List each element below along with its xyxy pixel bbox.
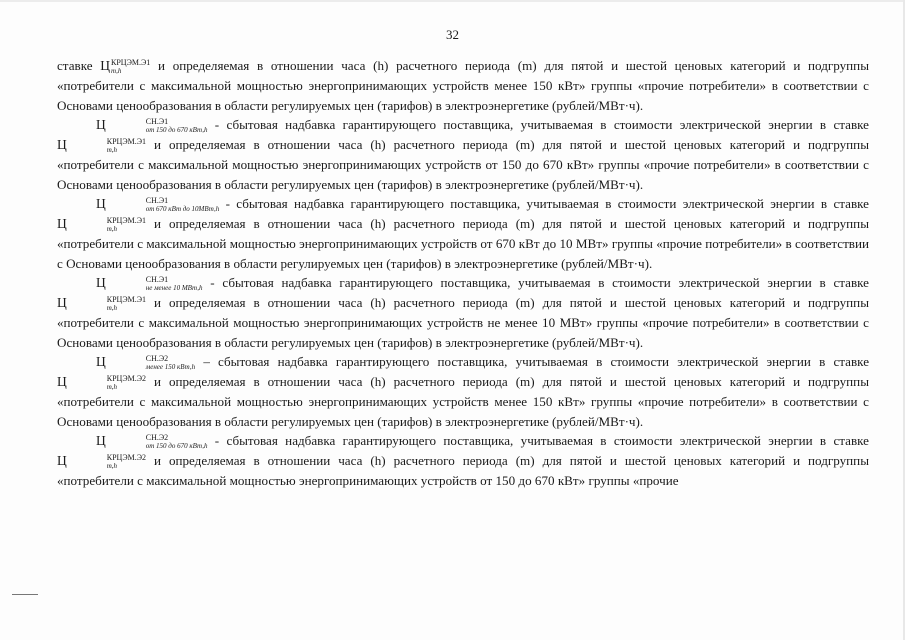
paragraph (57, 352, 869, 431)
rate-intro: ставке (57, 58, 93, 73)
markup-symbol: Ц СН.Э2 менее 150 кВт,h (96, 354, 196, 371)
rate-symbol: Ц КРЦЭМ.Э2 m,h (57, 373, 146, 391)
markup-superscript: СН.Э1 (145, 275, 169, 284)
rate-superscript: КРЦЭМ.Э2 (106, 452, 146, 462)
margin-mark (12, 594, 38, 595)
paragraph (57, 194, 869, 273)
markup-superscript: СН.Э2 (145, 433, 169, 442)
rate-intro: в ставке (820, 196, 869, 212)
markup-subscript: менее 150 кВт,h (145, 363, 196, 371)
markup-superscript: СН.Э2 (145, 354, 169, 363)
rate-superscript: КРЦЭМ.Э1 (111, 57, 151, 67)
rate-intro: ставке (833, 275, 869, 291)
rate-subscript: m,h (106, 145, 118, 154)
paragraph-text: и определяемая в отношении часа (h) расчетного периода (m) для пятой и шестой ценовых категорий и подгруппы «потребители с максимальной мощностью энергопринимающих устройств менее 150 кВт» группы «прочие потребители» в соответствии с Основами ценообразования в области регулируемых цен (тарифов) в электроэнергетике (рублей/МВт·ч). (57, 58, 869, 113)
paragraph (57, 56, 869, 115)
markup-symbol: Ц СН.Э2 от 150 до 670 кВт,h (96, 433, 208, 450)
scan-edge-top (0, 0, 905, 2)
rate-intro: ставке (833, 117, 869, 133)
markup-subscript: от 670 кВт до 10МВт,h (145, 205, 220, 213)
rate-subscript: m,h (106, 461, 118, 470)
rate-superscript: КРЦЭМ.Э2 (106, 373, 146, 383)
markup-subscript: от 150 до 670 кВт,h (145, 442, 208, 450)
rate-symbol: Ц КРЦЭМ.Э1 m,h (57, 294, 146, 312)
paragraph-text: и определяемая в отношении часа (h) расчетного периода (m) для пятой и шестой ценовых категорий и подгруппы «потребители с максимальной мощностью энергопринимающих устройств менее 150 кВт» группы «прочие потребители» в соответствии с Основами ценообразования в области регулируемых цен (тарифов) в электроэнергетике (рублей/МВт·ч). (57, 374, 869, 429)
document-body (57, 56, 869, 491)
paragraph-text: и определяемая в отношении часа (h) расчетного периода (m) для пятой и шестой ценовых категорий и подгруппы «потребители с максимальной мощностью энергопринимающих устройств от 150 до 670 кВт» группы «прочие потребители» в соответствии с Основами ценообразования в области регулируемых цен (тарифов) в электроэнергетике (рублей/МВт·ч). (57, 137, 869, 192)
paragraph (57, 431, 869, 490)
paragraph-text: и определяемая в отношении часа (h) расчетного периода (m) для пятой и шестой ценовых категорий и подгруппы «потребители с максимальной мощностью энергопринимающих устройств не менее 10 МВт» группы «прочие потребители» в соответствии с Основами ценообразования в области регулируемых цен (тарифов) в электроэнергетике (рублей/МВт·ч). (57, 295, 869, 350)
markup-superscript: СН.Э1 (145, 196, 169, 205)
markup-definition: - сбытовая надбавка гарантирующего поставщика, учитываемая в стоимости электрической энергии в (214, 117, 827, 133)
markup-superscript: СН.Э1 (145, 117, 169, 126)
markup-definition: – сбытовая надбавка гарантирующего поставщика, учитываемая в стоимости электрической энергии в (203, 354, 826, 370)
rate-subscript: m,h (106, 382, 118, 391)
markup-definition: - сбытовая надбавка гарантирующего поставщика, учитываемая в стоимости электрической энергии в (210, 275, 826, 291)
paragraph-text: и определяемая в отношении часа (h) расчетного периода (m) для пятой и шестой ценовых категорий и подгруппы «потребители с максимальной мощностью энергопринимающих устройств от 670 кВт до 10 МВт» группы «прочие потребители» в соответствии с Основами ценообразования в области регулируемых цен (тарифов) в электроэнергетике (рублей/МВт·ч). (57, 216, 869, 271)
rate-intro: ставке (833, 354, 870, 370)
rate-superscript: КРЦЭМ.Э1 (106, 294, 146, 304)
rate-symbol: Ц КРЦЭМ.Э1 m,h (57, 215, 146, 233)
paragraph (57, 273, 869, 352)
rate-intro: ставке (833, 433, 869, 449)
rate-subscript: m,h (111, 66, 122, 75)
rate-symbol: Ц КРЦЭМ.Э1 m,h (100, 57, 151, 75)
markup-symbol: Ц СН.Э1 не менее 10 МВт,h (96, 275, 203, 292)
rate-subscript: m,h (106, 303, 118, 312)
paragraph-text: и определяемая в отношении часа (h) расчетного периода (m) для пятой и шестой ценовых категорий и подгруппы «потребители с максимальной мощностью энергопринимающих устройств от 150 до 670 кВт» группы «прочие (57, 453, 869, 488)
rate-superscript: КРЦЭМ.Э1 (106, 215, 146, 225)
markup-definition: - сбытовая надбавка гарантирующего поставщика, учитываемая в стоимости электрической энергии (225, 196, 815, 212)
rate-superscript: КРЦЭМ.Э1 (106, 136, 146, 146)
rate-subscript: m,h (106, 224, 118, 233)
markup-subscript: не менее 10 МВт,h (145, 284, 203, 292)
paragraph (57, 115, 869, 194)
markup-symbol: Ц СН.Э1 от 670 кВт до 10МВт,h (96, 196, 220, 213)
markup-definition: - сбытовая надбавка гарантирующего поставщика, учитываемая в стоимости электрической энергии в (214, 433, 827, 449)
rate-symbol: Ц КРЦЭМ.Э1 m,h (57, 136, 146, 154)
rate-symbol: Ц КРЦЭМ.Э2 m,h (57, 452, 146, 470)
markup-symbol: Ц СН.Э1 от 150 до 670 кВт,h (96, 117, 208, 134)
page-number: 32 (446, 27, 459, 42)
markup-subscript: от 150 до 670 кВт,h (145, 126, 208, 134)
